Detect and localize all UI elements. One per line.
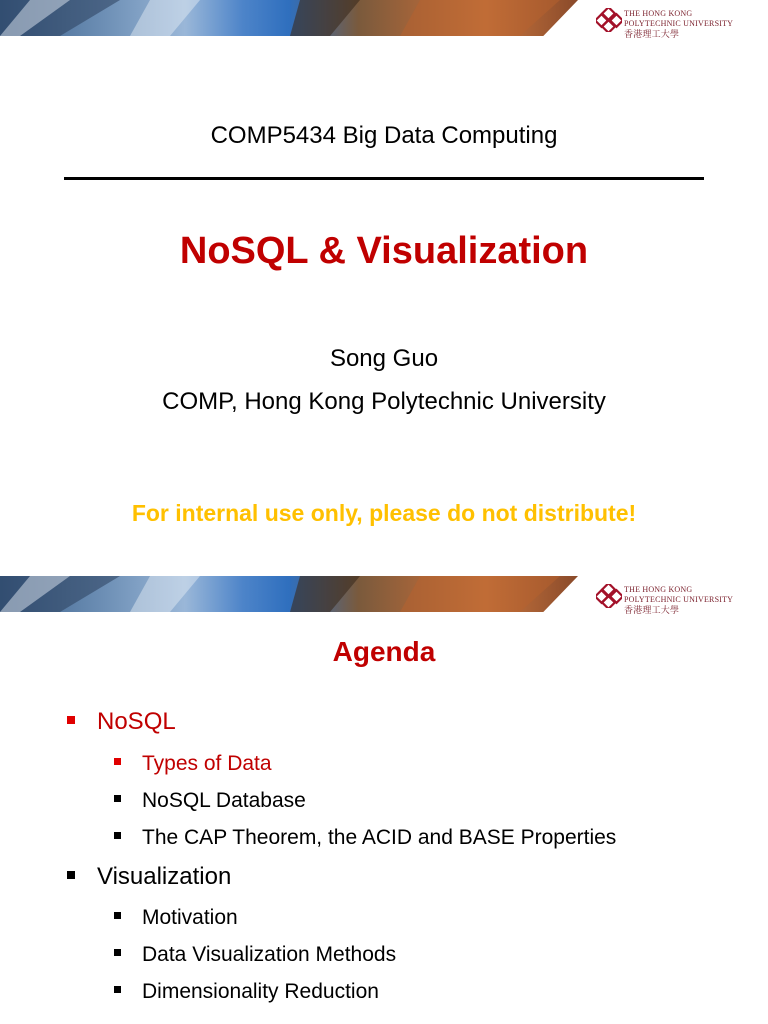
logo-wordmark [624, 9, 733, 39]
agenda-subitem-nosql-database [114, 789, 306, 813]
square-bullet-icon [67, 871, 75, 879]
distribution-notice: For internal use only, please do not distribute! [131, 500, 637, 526]
author-name: Song Guo [329, 345, 439, 372]
campus-photo-strip [0, 576, 578, 612]
agenda-subitem-visualization-methods [114, 943, 396, 967]
agenda-item-nosql [67, 708, 176, 736]
agenda-title: Agenda [332, 636, 436, 667]
author-affiliation: COMP, Hong Kong Polytechnic University [162, 388, 606, 415]
agenda-item-label: Visualization [97, 863, 232, 890]
agenda-subitem-motivation [114, 906, 238, 930]
logo-line-2: POLYTECHNIC UNIVERSITY [624, 19, 734, 28]
square-bullet-icon [114, 832, 121, 839]
polyu-logo [596, 584, 766, 615]
square-bullet-icon [114, 912, 121, 919]
agenda-slide [0, 576, 768, 1024]
agenda-item-label: Motivation [142, 906, 238, 929]
agenda-item-visualization [67, 863, 231, 891]
agenda-subitem-types-of-data [114, 752, 272, 776]
agenda-subitem-cap-theorem [114, 826, 616, 850]
agenda-item-label: NoSQL [97, 708, 176, 735]
polyu-logo [596, 8, 766, 39]
square-bullet-icon [114, 986, 121, 993]
agenda-item-label: Data Visualization Methods [142, 943, 397, 966]
header-banner [0, 0, 768, 39]
logo-line-3: 香港理工大學 [624, 605, 680, 615]
agenda-item-label: The CAP Theorem, the ACID and BASE Properties [142, 826, 617, 849]
header-banner [0, 576, 768, 615]
logo-line-2: POLYTECHNIC UNIVERSITY [624, 595, 734, 604]
agenda-item-label: Types of Data [142, 752, 272, 775]
agenda-subitem-dimensionality-reduction [114, 980, 379, 1004]
square-bullet-icon [67, 716, 75, 724]
agenda-item-label: Dimensionality Reduction [142, 980, 379, 1003]
logo-line-3: 香港理工大學 [624, 29, 680, 39]
campus-photo-strip [0, 0, 578, 36]
author-block [0, 337, 768, 423]
square-bullet-icon [114, 758, 121, 765]
square-bullet-icon [114, 795, 121, 802]
lecture-title: NoSQL & Visualization [179, 230, 589, 272]
logo-wordmark [624, 585, 733, 615]
logo-line-1: THE HONG KONG [624, 585, 693, 594]
agenda-item-label: NoSQL Database [142, 789, 306, 812]
square-bullet-icon [114, 949, 121, 956]
course-title: COMP5434 Big Data Computing [210, 122, 558, 149]
polyu-logo-icon [596, 8, 622, 32]
title-divider [64, 177, 704, 180]
polyu-logo-icon [596, 584, 622, 608]
logo-line-1: THE HONG KONG [624, 9, 693, 18]
